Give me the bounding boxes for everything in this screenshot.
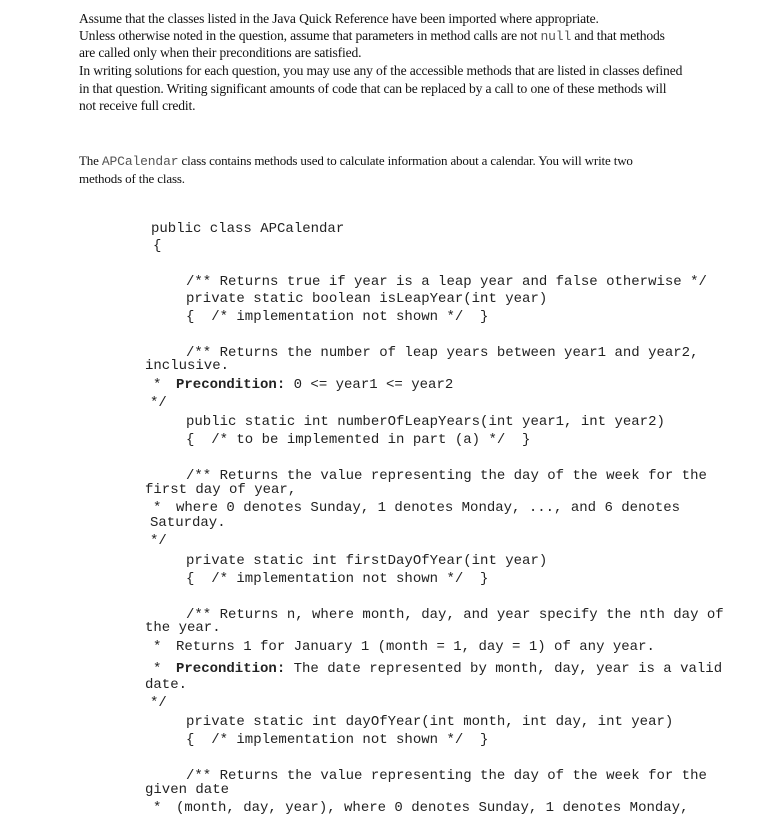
inline-code: APCalendar <box>101 154 179 169</box>
code-line: (month, day, year), where 0 denotes Sunday, 1 denotes Monday, <box>176 800 689 816</box>
code-line: /** Returns true if year is a leap year and false otherwise */ <box>186 274 707 290</box>
text: and that methods <box>571 28 665 43</box>
text: The <box>79 153 102 168</box>
code-line: * <box>153 661 162 677</box>
code-line: * <box>153 639 162 655</box>
code-line: private static boolean isLeapYear(int year) <box>186 291 548 307</box>
code-line: { /* implementation not shown */ } <box>186 571 489 587</box>
code-line: private static int firstDayOfYear(int year) <box>186 553 548 569</box>
text: 0 <= year1 <= year2 <box>285 377 454 393</box>
code-line: first day of year, <box>145 482 297 498</box>
code-line: */ <box>150 695 167 711</box>
code-line: /** Returns n, where month, day, and year specify the nth day of <box>186 607 724 623</box>
code-line: * <box>153 800 162 816</box>
description-line <box>79 152 633 170</box>
text: Precondition: <box>176 661 286 677</box>
intro-line: In writing solutions for each question, you may use any of the accessible methods that are listed in classes defined <box>79 63 683 78</box>
text: Unless otherwise noted in the question, assume that parameters in method calls are not <box>79 28 541 43</box>
code-line: /** Returns the number of leap years between year1 and year2, <box>186 345 699 361</box>
code-line: * <box>153 500 162 516</box>
code-line: */ <box>150 395 167 411</box>
code-line: Returns 1 for January 1 (month = 1, day = 1) of any year. <box>176 639 655 655</box>
code-line: /** Returns the value representing the day of the week for the <box>186 468 707 484</box>
code-line <box>176 377 453 393</box>
description-line: methods of the class. <box>79 171 185 186</box>
intro-line: not receive full credit. <box>79 98 196 113</box>
code-line: inclusive. <box>145 358 230 374</box>
intro-line: are called only when their preconditions are satisfied. <box>79 45 362 60</box>
text: * <box>153 377 162 393</box>
code-line: */ <box>150 533 167 549</box>
code-line: Saturday. <box>150 515 226 531</box>
code-line: date. <box>145 677 188 693</box>
code-line: { /* implementation not shown */ } <box>186 309 489 325</box>
code-line: { /* to be implemented in part (a) */ } <box>186 432 531 448</box>
code-line: where 0 denotes Sunday, 1 denotes Monday, ..., and 6 denotes <box>176 500 681 516</box>
intro-line: in that question. Writing significant amounts of code that can be replaced by a call to one of these methods will <box>79 81 667 96</box>
intro-line: Assume that the classes listed in the Java Quick Reference have been imported where appropriate. <box>79 11 599 26</box>
code-line: { /* implementation not shown */ } <box>186 732 489 748</box>
code-line: public static int numberOfLeapYears(int year1, int year2) <box>186 414 665 430</box>
intro-line <box>79 27 665 45</box>
text: class contains methods used to calculate information about a calendar. You will write two <box>178 153 633 168</box>
code-line: private static int dayOfYear(int month, int day, int year) <box>186 714 674 730</box>
code-line: { <box>153 238 162 254</box>
code-line <box>153 377 161 393</box>
text: The date represented by month, day, year is a valid <box>285 661 723 677</box>
text: Precondition: <box>176 377 286 393</box>
code-line <box>176 661 722 677</box>
code-line: the year. <box>145 620 221 636</box>
code-line: /** Returns the value representing the day of the week for the <box>186 768 707 784</box>
code-line: public class APCalendar <box>151 221 345 237</box>
inline-code: null <box>540 29 572 44</box>
code-line: given date <box>145 782 230 798</box>
